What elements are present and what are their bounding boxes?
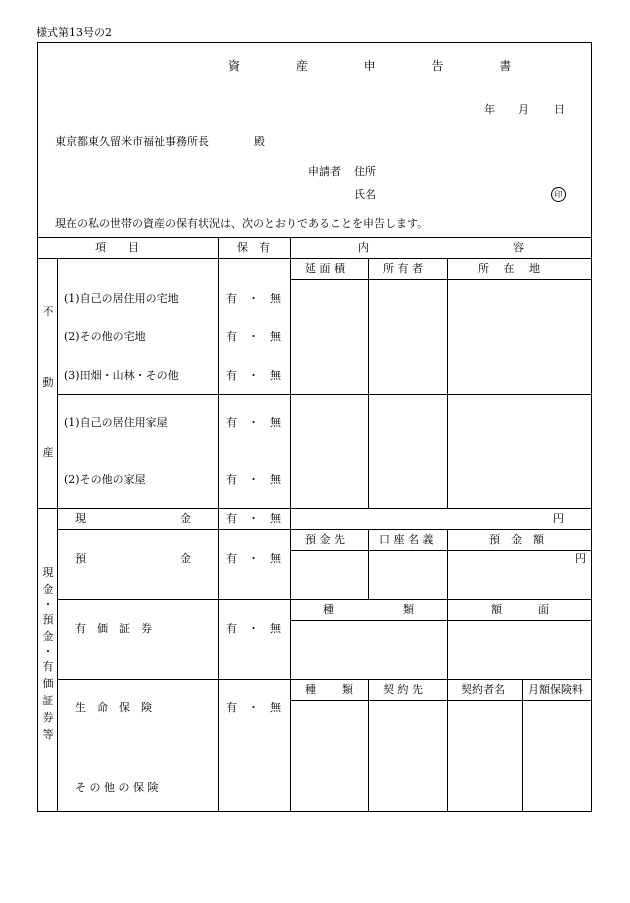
col-insurer: 契 約 先 [383,683,423,696]
form-number: 様式第13号の2 [36,26,112,39]
form-title: 資 産 申 告 書 [228,59,538,73]
securities-yes-no[interactable]: 有 ・ 無 [226,622,281,635]
col-owner: 所 有 者 [383,262,423,275]
col-location: 所 在 地 [478,262,540,275]
realestate-col-divider-1 [368,258,369,508]
cash-side-label-2: 金 [42,583,54,596]
securities-col-divider [447,599,448,679]
honorific: 殿 [254,135,265,148]
land-house-divider [57,394,592,395]
applicant-label: 申請者 [308,165,341,178]
land-item-2: (2)その他の宅地 [64,330,146,343]
col-securities-type-1: 種 [323,603,334,616]
cash-side-label-9: 証 [42,694,54,707]
insurance-col-divider-2 [447,679,448,812]
item-holding-divider [218,237,219,812]
header-content-2: 容 [513,241,524,254]
insurance-subheader-line [290,700,592,701]
col-insurance-type-2: 類 [342,683,353,696]
land-item-3-yes-no[interactable]: 有 ・ 無 [226,369,281,382]
land-item-1-yes-no[interactable]: 有 ・ 無 [226,292,281,305]
cash-side-label-3: ・ [42,598,54,611]
col-face-value-1: 額 [491,603,502,616]
cash-side-label-5: 金 [42,630,54,643]
cash-label-2: 金 [180,512,191,525]
cash-bottom-line [57,529,592,530]
cash-label-1: 現 [75,512,86,525]
house-item-2-yes-no[interactable]: 有 ・ 無 [226,473,281,486]
header-content-1: 内 [358,241,369,254]
deposit-label-1: 預 [75,552,86,565]
address-label: 住所 [354,165,376,178]
side-label-divider [57,258,58,812]
realestate-subheader-line [290,279,592,280]
col-floor-area: 延 面 積 [305,262,345,275]
land-item-3: (3)田畑・山林・その他 [64,369,179,382]
insurance-col-divider-1 [368,679,369,812]
col-monthly-premium: 月額保険料 [528,683,583,696]
life-insurance-label: 生 命 保 険 [75,701,152,714]
col-bank: 預 金 先 [305,533,345,546]
realestate-bottom-line [37,508,592,509]
date-year-label: 年 [484,103,495,116]
deposit-bottom-line [57,599,592,600]
date-month-label: 月 [518,103,529,116]
securities-label: 有 価 証 券 [75,622,152,635]
cash-side-label-4: 預 [42,613,54,626]
house-item-1-yes-no[interactable]: 有 ・ 無 [226,416,281,429]
col-face-value-2: 面 [538,603,549,616]
header-holding: 保 有 [237,241,270,254]
cash-side-label-10: 券 [42,711,54,724]
cash-side-label-11: 等 [42,728,54,741]
house-item-1: (1)自己の居住用家屋 [64,416,168,429]
cash-yen-unit: 円 [553,512,564,525]
deposit-subheader-line [290,550,592,551]
col-policyholder: 契約者名 [461,683,505,696]
cash-side-label-6: ・ [42,645,54,658]
cash-yes-no[interactable]: 有 ・ 無 [226,512,281,525]
realestate-col-divider-2 [447,258,448,508]
securities-subheader-line [290,620,592,621]
col-securities-type-2: 類 [403,603,414,616]
cash-side-label-7: 有 [42,660,54,673]
other-insurance-label: そ の 他 の 保 険 [75,781,159,794]
deposit-label-2: 金 [180,552,191,565]
realestate-side-label-2: 動 [42,376,54,389]
insurance-col-divider-3 [522,679,523,812]
header-top-line [37,237,592,238]
date-day-label: 日 [554,103,565,116]
seal-mark: 印 [551,187,566,202]
holding-content-divider [290,237,291,812]
col-account-holder: 口 座 名 義 [379,533,434,546]
deposit-col-divider-1 [368,529,369,599]
header-item: 項 目 [95,241,139,254]
deposit-yen-unit: 円 [575,552,586,565]
house-item-2: (2)その他の家屋 [64,473,146,486]
realestate-side-label-3: 産 [42,446,54,459]
land-item-2-yes-no[interactable]: 有 ・ 無 [226,330,281,343]
cash-side-label-8: 価 [42,677,54,690]
realestate-side-label-1: 不 [42,305,54,318]
addressee: 東京都東久留米市福祉事務所長 [55,135,209,148]
land-item-1: (1)自己の居住用の宅地 [64,292,179,305]
name-label: 氏名 [354,188,376,201]
col-insurance-type-1: 種 [305,683,316,696]
col-deposit-amount: 預 金 額 [489,533,544,546]
deposit-col-divider-2 [447,529,448,599]
deposit-yes-no[interactable]: 有 ・ 無 [226,552,281,565]
header-bottom-line [37,258,592,259]
securities-bottom-line [57,679,592,680]
declaration-text: 現在の私の世帯の資産の保有状況は、次のとおりであることを申告します。 [55,217,429,230]
cash-side-label-1: 現 [42,566,54,579]
life-insurance-yes-no[interactable]: 有 ・ 無 [226,701,281,714]
